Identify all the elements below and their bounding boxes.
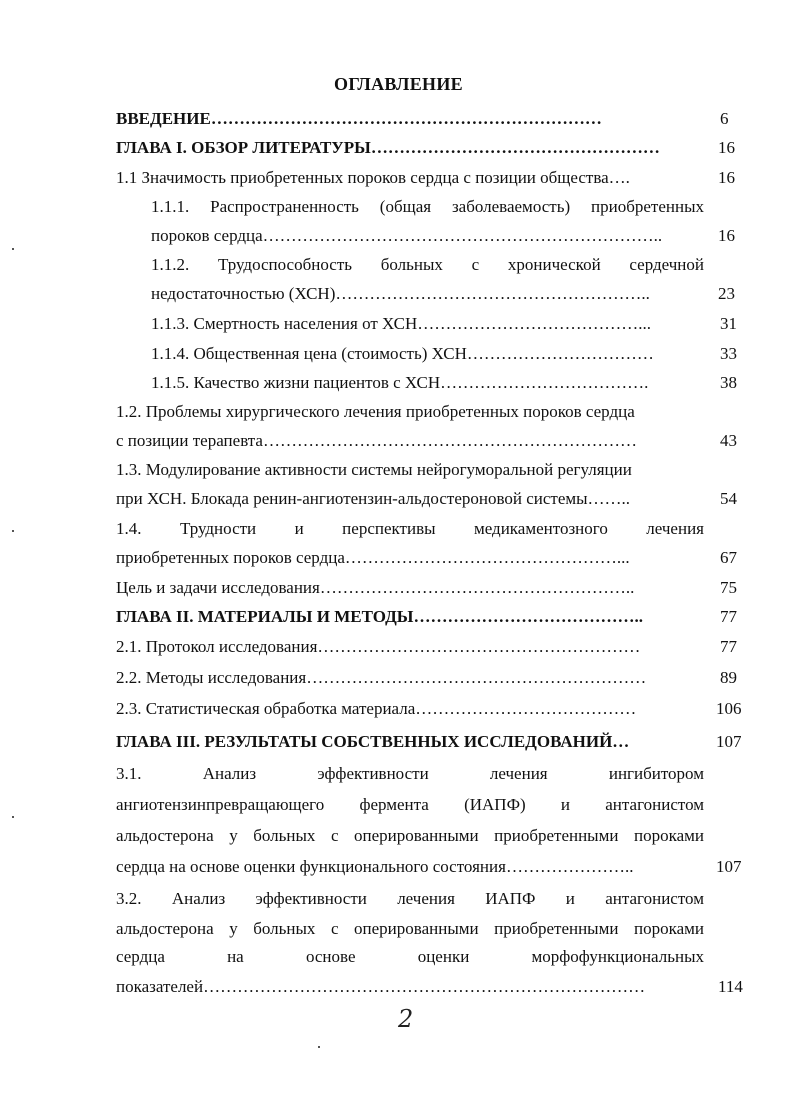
toc-entry-page: 16 [718,138,735,157]
scan-speck [318,1046,320,1048]
toc-entry-text: альдостерона у больных с оперированными приобретенными пороками [116,826,704,845]
page-number: 2 [398,1005,414,1033]
toc-entry-page: 106 [716,699,742,718]
toc-entry-1-1-2-line2[interactable] [0,279,797,308]
toc-entry-text: недостаточностью (ХСН)……………………………………………….. [151,284,650,303]
toc-entry-text: пороков сердца…………………………………………………………….. [151,226,663,245]
toc-entry-text: 1.4. Трудности и перспективы медикаментозного лечения [116,519,704,538]
toc-entry-1-4-line1[interactable] [0,514,797,543]
toc-entry-text: приобретенных пороков сердца…………………………………………... [116,548,630,567]
toc-entry-page: 114 [718,977,743,996]
toc-entry-1-3-line2[interactable] [0,484,797,513]
toc-entry-chapter-2[interactable] [0,602,797,631]
toc-entry-text: показателей…………………………………………………………………… [116,977,646,996]
toc-entry-text: 1.3. Модулирование активности системы нейрогуморальной регуляции [116,460,632,479]
toc-entry-text: при ХСН. Блокада ренин-ангиотензин-альдостероновой системы…….. [116,489,631,508]
toc-entry-text: 3.1. Анализ эффективности лечения ингибитором [116,764,704,783]
scan-speck [12,816,14,818]
toc-entry-3-1-line3[interactable] [0,821,797,850]
toc-entry-2-3[interactable] [0,694,797,723]
toc-entry-1-1-5[interactable] [0,368,797,397]
toc-entry-text: 3.2. Анализ эффективности лечения ИАПФ и антагонистом [116,889,704,908]
toc-entry-3-1-line2[interactable] [0,790,797,819]
toc-entry-text: ГЛАВА I. ОБЗОР ЛИТЕРАТУРЫ…………………………………………… [116,138,660,157]
toc-entry-page: 67 [720,548,737,567]
toc-entry-3-2-line2[interactable] [0,914,797,943]
toc-entry-page: 54 [720,489,737,508]
toc-entry-text: 2.1. Протокол исследования………………………………………………… [116,637,641,656]
toc-entry-text: 2.3. Статистическая обработка материала………………………………… [116,699,637,718]
toc-entry-2-2[interactable] [0,663,797,692]
toc-entry-1-4-line2[interactable] [0,543,797,572]
toc-entry-3-2-line1[interactable] [0,884,797,913]
toc-entry-aims[interactable] [0,573,797,602]
toc-entry-text: ГЛАВА II. МАТЕРИАЛЫ И МЕТОДЫ………………………………….. [116,607,643,626]
toc-entry-text: 1.1 Значимость приобретенных пороков сердца с позиции общества…. [116,168,630,187]
toc-entry-page: 43 [720,431,737,450]
toc-entry-text: 1.2. Проблемы хирургического лечения приобретенных пороков сердца [116,402,635,421]
toc-entry-page: 77 [720,607,737,626]
toc-entry-3-2-line4[interactable] [0,972,797,1001]
toc-entry-text: 2.2. Методы исследования…………………………………………………… [116,668,647,687]
toc-entry-text: 1.1.4. Общественная цена (стоимость) ХСН…………………………… [151,344,654,363]
toc-entry-text: альдостерона у больных с оперированными приобретенными пороками [116,919,704,938]
toc-entry-1-1-1-line1[interactable] [0,192,797,221]
toc-entry-text: сердца на основе оценки функционального состояния………………….. [116,857,634,876]
toc-entry-text: Цель и задачи исследования……………………………………………….. [116,578,635,597]
toc-entry-text: 1.1.5. Качество жизни пациентов с ХСН………………………………. [151,373,649,392]
scan-speck [12,530,14,532]
toc-entry-introduction[interactable] [0,104,797,133]
toc-entry-page: 33 [720,344,737,363]
toc-entry-text: сердца на основе оценки морфофункциональных [116,947,704,966]
toc-entry-page: 16 [718,226,735,245]
toc-entry-page: 16 [718,168,735,187]
toc-entry-3-1-line1[interactable] [0,759,797,788]
toc-entry-page: 107 [716,732,742,751]
toc-entry-1-1-1-line2[interactable] [0,221,797,250]
toc-entry-text: 1.1.2. Трудоспособность больных с хронической сердечной [151,255,704,274]
toc-entry-1-3-line1[interactable] [0,455,797,484]
toc-entry-page: 75 [720,578,737,597]
toc-entry-1-1-2-line1[interactable] [0,250,797,279]
toc-entry-3-1-line4[interactable] [0,852,797,881]
toc-title: ОГЛАВЛЕНИЕ [334,74,463,94]
toc-entry-page: 77 [720,637,737,656]
toc-entry-1-2-line2[interactable] [0,426,797,455]
scan-speck [12,248,14,250]
toc-entry-1-1-3[interactable] [0,309,797,338]
toc-entry-page: 6 [720,109,729,128]
toc-entry-chapter-3[interactable] [0,727,797,756]
toc-entry-1-2-line1[interactable] [0,397,797,426]
toc-entry-page: 107 [716,857,742,876]
toc-entry-page: 31 [720,314,737,333]
toc-entry-1-1[interactable] [0,163,797,192]
toc-entry-text: 1.1.1. Распространенность (общая заболеваемость) приобретенных [151,197,704,216]
toc-entry-chapter-1[interactable] [0,133,797,162]
toc-entry-3-2-line3[interactable] [0,942,797,971]
toc-entry-text: ГЛАВА III. РЕЗУЛЬТАТЫ СОБСТВЕННЫХ ИССЛЕДОВАНИЙ… [116,732,630,751]
toc-entry-page: 38 [720,373,737,392]
toc-entry-2-1[interactable] [0,632,797,661]
toc-entry-page: 23 [718,284,735,303]
toc-entry-page: 89 [720,668,737,687]
toc-entry-text: 1.1.3. Смертность населения от ХСН…………………………………... [151,314,652,333]
toc-entry-text: ВВЕДЕНИЕ…………………………………………………………… [116,109,602,128]
toc-entry-1-1-4[interactable] [0,339,797,368]
toc-entry-text: с позиции терапевта………………………………………………………… [116,431,637,450]
toc-entry-text: ангиотензинпревращающего фермента (ИАПФ) и антагонистом [116,795,704,814]
